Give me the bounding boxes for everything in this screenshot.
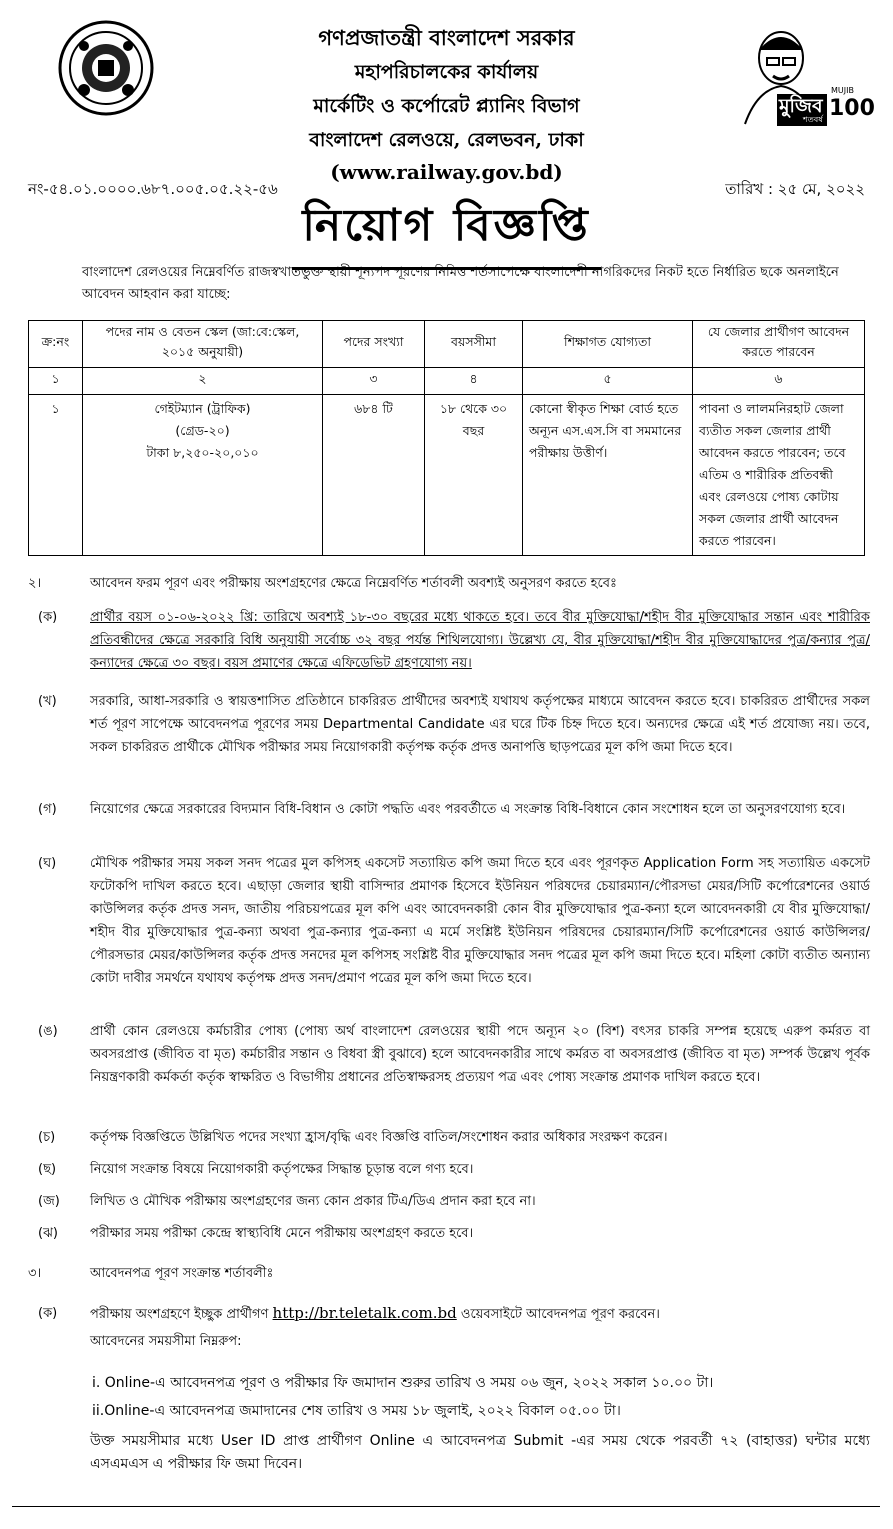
page-title xyxy=(0,192,893,270)
condition-item xyxy=(20,1020,870,1089)
column-number: ৬ xyxy=(693,368,865,395)
govt-name: গণপ্রজাতন্ত্রী বাংলাদেশ সরকার xyxy=(318,25,575,50)
jobs-table xyxy=(28,320,865,556)
item-label: (গ) xyxy=(38,802,57,817)
mujib-logo-label: MUJIB xyxy=(831,86,854,95)
item-label: (ক) xyxy=(38,1306,58,1321)
item-label: (ঝ) xyxy=(38,1226,58,1241)
item-text: মৌখিক পরীক্ষার সময় সকল সনদ পত্রের মুল কপিসহ একসেট সত্যায়িত কপি জমা দিতে হবে এবং পূরণকৃত Application Form সহ সত্যায়িত একসেট ফটোকপি দাখিল করতে হবে। এছাড়া জেলার স্থায়ী বাসিন্দার প্রমাণক হিসেবে ইউনিয়ন পরিষদের চেয়ারম্যান/পৌরসভা মেয়র/সিটি কর্পোরেশনের ওয়ার্ড কাউন্সিলর কর্তৃক প্রদত্ত সনদ, জাতীয় পরিচয়পত্রের মূল কপি এবং আবেদনকারী কোন বীর মুক্তিযোদ্ধার পুত্র-কন্যা হলে আবেদনকারী যে বীর মুক্তিযোদ্ধা/শহীদ বীর মুক্তিযোদ্ধার পুত্র-কন্যা অথবা পুত্র-কন্যার পুত্র-কন্যা এ মর্মে সংশ্লিষ্ট ইউনিয়ন পরিষদের চেয়ারম্যান/সিটি কর্পোরেশনের ওয়ার্ড কাউন্সিলর/পৌরসভার মেয়র/কাউন্সিলর কর্তৃক প্রদত্ত সনদের মূল কপিসহ সংশ্লিষ্ট বীর মুক্তিযোদ্ধার সনদ পত্রের মূল কপি জমা দিতে হবে। মহিলা কোটা ব্যতীত অন্যান্য কোটা দাবীর সমর্থনে যথাযথ কর্তৃপক্ষ প্রদত্ত সনদ/প্রমাণ পত্রের মূল কপি জমা দিতে হবে। xyxy=(90,856,870,986)
deadline-end: ii.Online-এ আবেদনপত্র জমাদানের শেষ তারিখ ও সময় ১৮ জুলাই, ২০২২ বিকাল ০৫.০০ টা। xyxy=(92,1403,621,1419)
notice-date: তারিখ : ২৫ মে, ২০২২ xyxy=(725,180,865,198)
deadline-start: i. Online-এ আবেদনপত্র পূরণ ও পরীক্ষার ফি জমাদান শুরুর তারিখ ও সময় ০৬ জুন, ২০২২ সকাল ১০.০০ টা। xyxy=(92,1375,714,1391)
row-education: কোনো স্বীকৃত শিক্ষা বোর্ড হতে অন্যূন এস.এস.সি বা সমমানের পরীক্ষায় উত্তীর্ণ। xyxy=(523,395,693,556)
condition-item xyxy=(20,1158,870,1181)
post-name: গেইটম্যান (ট্রাফিক) xyxy=(154,401,251,416)
column-number: ১ xyxy=(29,368,83,395)
sms-fee-note: উক্ত সময়সীমার মধ্যে User ID প্রাপ্ত প্রার্থীগণ Online এ আবেদনপত্র Submit -এর সময় থেকে পরবর্তী ৭২ (বাহাত্তর) ঘন্টার মধ্যে এসএমএস এ পরীক্ষার ফি জমা দিবেন। xyxy=(90,1433,870,1472)
column-number: ২ xyxy=(83,368,323,395)
mujib-logo-number: 100 xyxy=(829,96,875,121)
item-label: (চ) xyxy=(38,1130,56,1145)
row-count: ৬৮৪ টি xyxy=(323,395,425,556)
table-header: যে জেলার প্রার্থীগণ আবেদন করতে পারবেন xyxy=(693,321,865,368)
item-label: (ঘ) xyxy=(38,856,57,871)
condition-item xyxy=(20,1126,870,1149)
mujib-logo-text: মুজিব xyxy=(779,95,823,117)
office-address: বাংলাদেশ রেলওয়ে, রেলভবন, ঢাকা xyxy=(309,129,584,151)
memo-number: নং-৫৪.০১.০০০০.৬৮৭.০০৫.০৫.২২-৫৬ xyxy=(28,180,278,198)
column-number: ৩ xyxy=(323,368,425,395)
row-district: পাবনা ও লালমনিরহাট জেলা ব্যতীত সকল জেলার প্রার্থী আবেদন করতে পারবেন; তবে এতিম ও শারীরিক প্রতিবন্ধী এবং রেলওয়ে পোষ্য কোটায় সকল জেলার প্রার্থী আবেদন করতে পারবেন। xyxy=(693,395,865,556)
table-header: ক্র:নং xyxy=(29,321,83,368)
application-instruction xyxy=(20,1302,870,1326)
deadline-heading: আবেদনের সময়সীমা নিম্নরুপ: xyxy=(90,1334,242,1349)
item-text: সরকারি, আধা-সরকারি ও স্বায়ত্তশাসিত প্রতিষ্ঠানে চাকরিরত প্রার্থীদের অবশ্যই যথাযথ কর্তৃপক্ষের মাধ্যমে আবেদন করতে হবে। চাকরিরত প্রার্থীদের সকল শর্ত পূরণ সাপেক্ষে আবেদনপত্র পূরণের সময় Departmental Candidate এর ঘরে টিক চিহ্ন দিতে হবে। অন্যদের ক্ষেত্রে এই শর্ত প্রযোজ্য নয়। তবে, সকল চাকরিরত প্রার্থীকে মৌখিক পরীক্ষার সময় নিয়োগকারী কর্তৃপক্ষ কর্তৃক প্রদত্ত অনাপত্তি ছাড়পত্রের মূল কপি জমা দিতে হবে। xyxy=(90,694,870,755)
condition-item xyxy=(20,1190,870,1213)
bottom-divider xyxy=(12,1506,880,1507)
title-text: নিয়োগ বিজ্ঞপ্তি xyxy=(292,192,600,270)
condition-item xyxy=(20,852,870,990)
item-text: লিখিত ও মৌখিক পরীক্ষায় অংশগ্রহণের জন্য কোন প্রকার টিএ/ডিএ প্রদান করা হবে না। xyxy=(90,1194,536,1209)
department-name: মার্কেটিং ও কর্পোরেট প্ল্যানিং বিভাগ xyxy=(313,95,580,117)
website-link[interactable]: (www.railway.gov.bd) xyxy=(330,160,563,184)
item-text: প্রার্থী কোন রেলওয়ে কর্মচারীর পোষ্য (পোষ্য অর্থ বাংলাদেশ রেলওয়ের স্থায়ী পদে অন্যূন ২০ (বিশ) বৎসর চাকরি সম্পন্ন হয়েছে এরুপ কর্মরত বা অবসরপ্রাপ্ত (জীবিত বা মৃত) কর্মচারীর সন্তান ও বিধবা স্ত্রী বুঝাবে) হলে আবেদনকারীর সাথে কর্মরত বা অবসরপ্রাপ্ত (জীবিত বা মৃত) সম্পর্ক উল্লেখ পূর্বক নিয়ন্ত্রণকারী কর্মকর্তা কর্তৃক স্বাক্ষরিত ও বিভাগীয় প্রধানের প্রতিস্বাক্ষরসহ প্রত্যয়ণ পত্র এবং পোষ্য সংক্রান্ত প্রমাণক দাখিল করতে হবে। xyxy=(90,1024,870,1085)
teletalk-link[interactable]: http://br.teletalk.com.bd xyxy=(272,1304,457,1322)
sms-note-row xyxy=(20,1430,870,1476)
condition-item xyxy=(20,690,870,759)
mujib-logo-sub: শতবর্ষ xyxy=(803,115,823,124)
item-text: নিয়োগ সংক্রান্ত বিষয়ে নিয়োগকারী কর্তৃপক্ষের সিদ্ধান্ত চূড়ান্ত বলে গণ্য হবে। xyxy=(90,1162,474,1177)
office-name: মহাপরিচালকের কার্যালয় xyxy=(354,61,539,83)
table-header: শিক্ষাগত যোগ্যতা xyxy=(523,321,693,368)
table-header-row xyxy=(29,321,865,368)
section-3-heading xyxy=(20,1262,870,1285)
table-number-row xyxy=(29,368,865,395)
condition-item xyxy=(20,798,870,821)
table-header: বয়সসীমা xyxy=(425,321,523,368)
intro-paragraph xyxy=(82,262,867,306)
section-number: ৩। xyxy=(28,1266,42,1281)
item-text: প্রার্থীর বয়স ০১-০৬-২০২২ খ্রি: তারিখে অবশ্যই ১৮-৩০ বছরের মধ্যে থাকতে হবে। তবে বীর মুক্তিযোদ্ধা/শহীদ বীর মুক্তিযোদ্ধার সন্তান এবং শারীরিক প্রতিবন্ধীদের ক্ষেত্রে সরকারি বিধি অনুযায়ী সর্বোচ্চ ৩২ বছর পর্যন্ত শিথিলযোগ্য। উল্লেখ্য যে, বীর মুক্তিযোদ্ধা/শহীদ বীর মুক্তিযোদ্ধাদের পুত্র/কন্যার পুত্র/কন্যাদের ক্ষেত্রে ৩০ বছর। বয়স প্রমাণের ক্ষেত্রে এফিডেভিট গ্রহণযোগ্য নয়। xyxy=(90,610,870,671)
column-number: ৪ xyxy=(425,368,523,395)
intro-text: বাংলাদেশ রেলওয়ের নিম্নেবর্ণিত রাজস্বখাতভুক্ত স্থায়ী শূন্যপদ পূরণের নিমিত্ত শর্তসাপেক্ষে বাংলাদেশী নাগরিকদের নিকট হতে নির্ধারিত ছকে অনলাইনে আবেদন আহবান করা যাচ্ছে: xyxy=(82,265,839,302)
condition-item xyxy=(20,606,870,675)
instruction-pre: পরীক্ষায় অংশগ্রহণে ইচ্ছুক প্রার্থীগণ xyxy=(90,1307,269,1322)
table-row xyxy=(29,395,865,556)
item-text: কর্তৃপক্ষ বিজ্ঞপ্তিতে উল্লিখিত পদের সংখ্যা হ্রাস/বৃদ্ধি এবং বিজ্ঞপ্তি বাতিল/সংশোধন করার অধিকার সংরক্ষণ করেন। xyxy=(90,1130,668,1145)
section-2-heading xyxy=(20,572,870,595)
mujib-100-logo xyxy=(737,24,875,128)
section-text: আবেদনপত্র পূরণ সংক্রান্ত শর্তাবলীঃ xyxy=(90,1266,274,1281)
instruction-post: ওয়েবসাইটে আবেদনপত্র পূরণ করবেন। xyxy=(460,1307,660,1322)
condition-item xyxy=(20,1222,870,1245)
row-post xyxy=(83,395,323,556)
table-header: পদের সংখ্যা xyxy=(323,321,425,368)
deadline-start-row xyxy=(20,1372,870,1395)
post-pay-scale: টাকা ৮,২৫০-২০,০১০ xyxy=(146,445,259,460)
item-label: (ক) xyxy=(38,610,58,625)
item-label: (ঙ) xyxy=(38,1024,58,1039)
post-grade: (গ্রেড-২০) xyxy=(175,423,230,438)
table-header: পদের নাম ও বেতন স্কেল (জা:বে:স্কেল, ২০১৫ অনুযায়ী) xyxy=(83,321,323,368)
item-text: নিয়োগের ক্ষেত্রে সরকারের বিদ্যমান বিধি-বিধান ও কোটা পদ্ধতি এবং পরবর্তীতে এ সংক্রান্ত বিধি-বিধানে কোন সংশোধন হলে তা অনুসরণযোগ্য হবে। xyxy=(90,802,846,817)
column-number: ৫ xyxy=(523,368,693,395)
deadline-heading-row xyxy=(20,1330,870,1353)
row-serial: ১ xyxy=(29,395,83,556)
item-label: (জ) xyxy=(38,1194,60,1209)
section-text: আবেদন ফরম পূরণ এবং পরীক্ষায় অংশগ্রহণের ক্ষেত্রে নিম্নেবর্ণিত শর্তাবলী অবশ্যই অনুসরণ করতে হবেঃ xyxy=(90,576,617,591)
deadline-end-row xyxy=(20,1400,870,1423)
section-number: ২। xyxy=(28,576,42,591)
item-label: (ছ) xyxy=(38,1162,57,1177)
jobs-table-wrapper xyxy=(28,320,865,556)
item-text: পরীক্ষার সময় পরীক্ষা কেন্দ্রে স্বাস্থ্যবিধি মেনে পরীক্ষায় অংশগ্রহণ করতে হবে। xyxy=(90,1226,474,1241)
row-age-limit: ১৮ থেকে ৩০ বছর xyxy=(425,395,523,556)
item-label: (খ) xyxy=(38,694,57,709)
